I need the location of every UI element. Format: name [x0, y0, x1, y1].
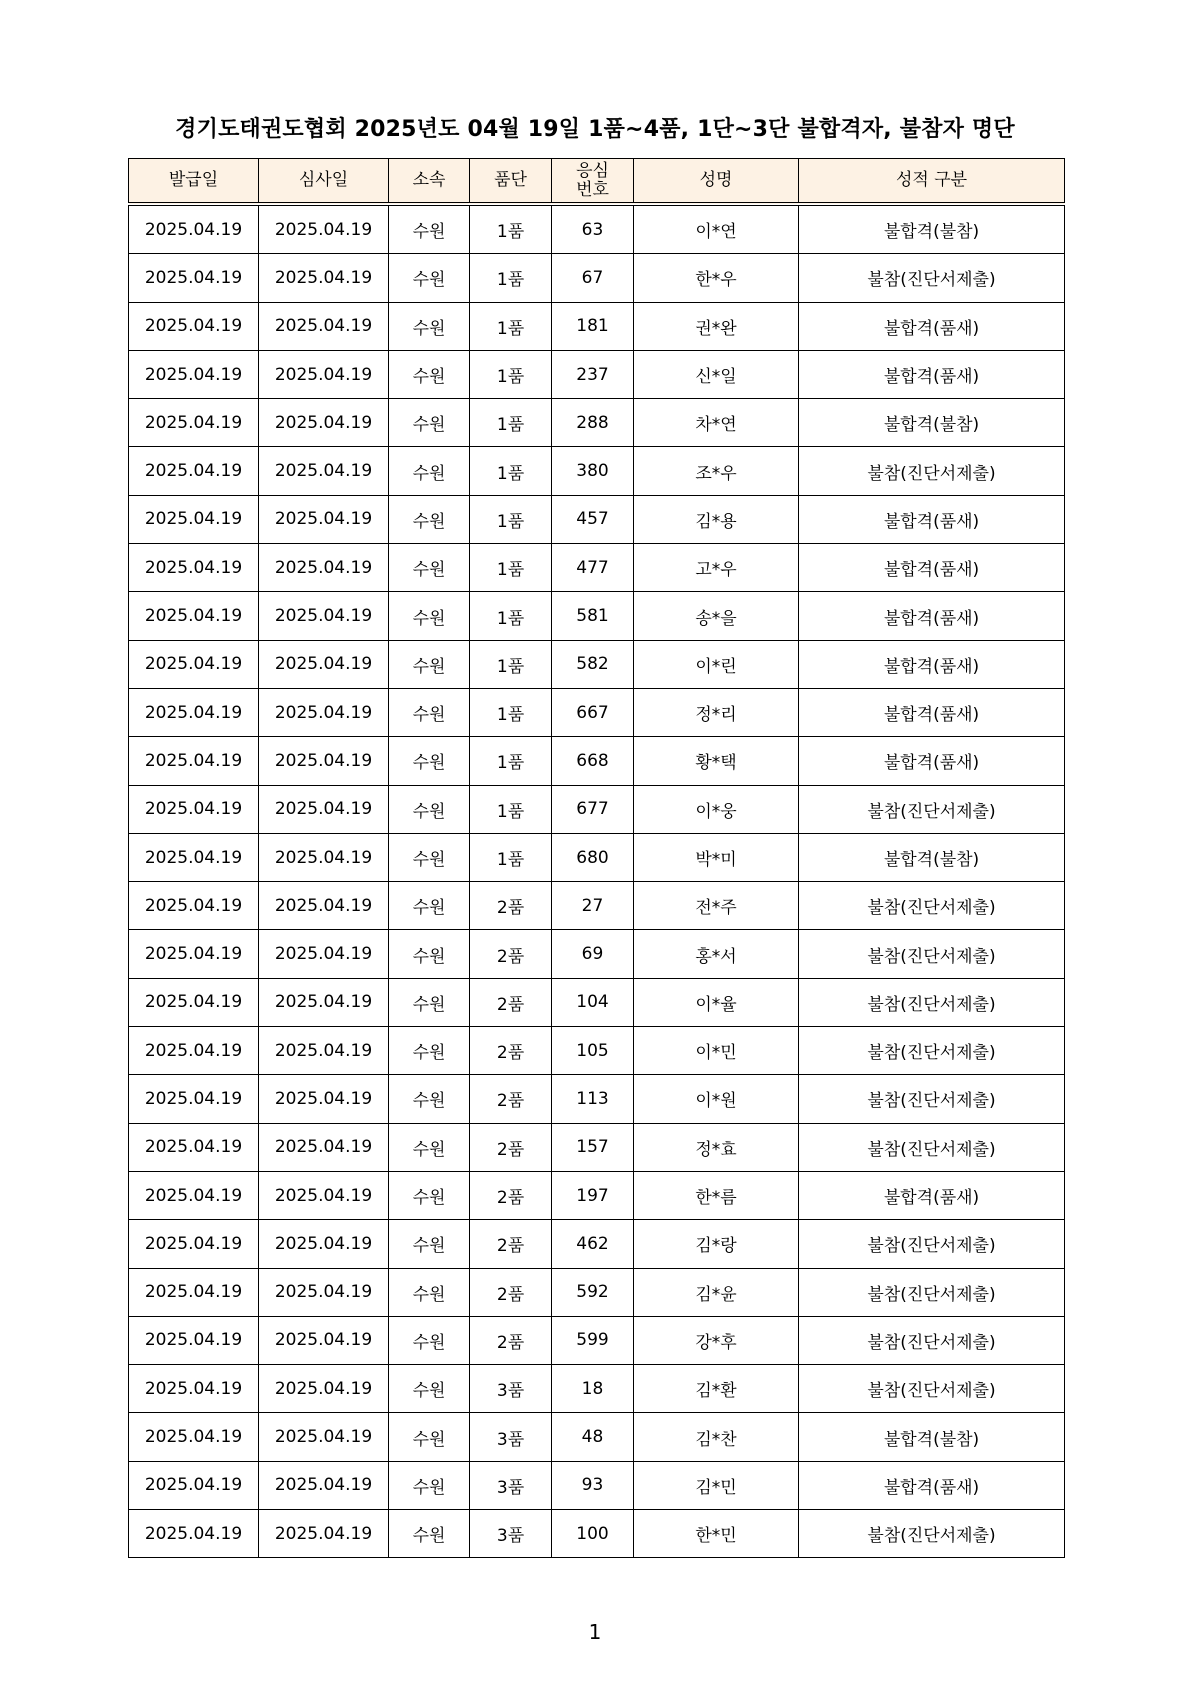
page-number: 1 — [588, 1620, 602, 1644]
header-name: 성명 — [634, 159, 799, 205]
result-cell: 불합격(품새) — [799, 1171, 1065, 1219]
exam-date-cell: 2025.04.19 — [259, 785, 389, 833]
exam-number-cell: 104 — [552, 978, 634, 1026]
result-cell: 불합격(품새) — [799, 1461, 1065, 1509]
exam-number-cell: 668 — [552, 737, 634, 785]
grade-cell: 1품 — [470, 785, 552, 833]
name-cell: 이*웅 — [634, 785, 799, 833]
exam-number-cell: 667 — [552, 688, 634, 736]
exam-number-cell: 477 — [552, 544, 634, 592]
grade-cell: 3품 — [470, 1461, 552, 1509]
branch-cell: 수원 — [389, 1123, 470, 1171]
exam-date-cell: 2025.04.19 — [259, 1027, 389, 1075]
exam-number-cell: 69 — [552, 930, 634, 978]
exam-date-cell: 2025.04.19 — [259, 447, 389, 495]
result-cell: 불참(진단서제출) — [799, 882, 1065, 930]
exam-number-cell: 18 — [552, 1365, 634, 1413]
exam-number-cell: 157 — [552, 1123, 634, 1171]
branch-cell: 수원 — [389, 1171, 470, 1219]
table-row — [129, 495, 1065, 543]
result-cell: 불참(진단서제출) — [799, 1316, 1065, 1364]
exam-date-cell: 2025.04.19 — [259, 737, 389, 785]
branch-cell: 수원 — [389, 1027, 470, 1075]
branch-cell: 수원 — [389, 882, 470, 930]
branch-cell: 수원 — [389, 688, 470, 736]
name-cell: 한*민 — [634, 1510, 799, 1558]
table-row — [129, 1171, 1065, 1219]
result-cell: 불참(진단서제출) — [799, 1220, 1065, 1268]
exam-date-cell: 2025.04.19 — [259, 640, 389, 688]
result-cell: 불합격(불참) — [799, 399, 1065, 447]
table-row — [129, 592, 1065, 640]
exam-number-cell: 113 — [552, 1075, 634, 1123]
exam-date-cell: 2025.04.19 — [259, 833, 389, 881]
table-row — [129, 737, 1065, 785]
grade-cell: 2품 — [470, 1027, 552, 1075]
branch-cell: 수원 — [389, 930, 470, 978]
result-cell: 불참(진단서제출) — [799, 1027, 1065, 1075]
exam-number-cell: 105 — [552, 1027, 634, 1075]
exam-date-cell: 2025.04.19 — [259, 1510, 389, 1558]
exam-number-cell: 599 — [552, 1316, 634, 1364]
branch-cell: 수원 — [389, 1461, 470, 1509]
result-cell: 불합격(품새) — [799, 544, 1065, 592]
name-cell: 이*율 — [634, 978, 799, 1026]
grade-cell: 3품 — [470, 1365, 552, 1413]
exam-date-cell: 2025.04.19 — [259, 495, 389, 543]
issue-date-cell: 2025.04.19 — [129, 1365, 259, 1413]
table-row — [129, 1123, 1065, 1171]
exam-number-cell: 462 — [552, 1220, 634, 1268]
grade-cell: 1품 — [470, 495, 552, 543]
name-cell: 조*우 — [634, 447, 799, 495]
name-cell: 김*랑 — [634, 1220, 799, 1268]
exam-number-cell: 93 — [552, 1461, 634, 1509]
grade-cell: 1품 — [470, 350, 552, 398]
name-cell: 황*택 — [634, 737, 799, 785]
result-cell: 불합격(품새) — [799, 688, 1065, 736]
exam-number-cell: 181 — [552, 302, 634, 350]
issue-date-cell: 2025.04.19 — [129, 1510, 259, 1558]
branch-cell: 수원 — [389, 978, 470, 1026]
exam-number-cell: 63 — [552, 204, 634, 254]
grade-cell: 1품 — [470, 204, 552, 254]
table-row — [129, 1220, 1065, 1268]
branch-cell: 수원 — [389, 302, 470, 350]
exam-date-cell: 2025.04.19 — [259, 350, 389, 398]
name-cell: 박*미 — [634, 833, 799, 881]
grade-cell: 1품 — [470, 254, 552, 302]
name-cell: 김*찬 — [634, 1413, 799, 1461]
table-row — [129, 785, 1065, 833]
table-row — [129, 882, 1065, 930]
document-title: 경기도태권도협회 2025년도 04월 19일 1품~4품, 1단~3단 불합격자, 불참자 명단 — [175, 117, 1015, 142]
results-table — [128, 158, 1065, 1558]
branch-cell: 수원 — [389, 254, 470, 302]
exam-date-cell: 2025.04.19 — [259, 688, 389, 736]
exam-number-cell: 237 — [552, 350, 634, 398]
table-row — [129, 544, 1065, 592]
table-row — [129, 254, 1065, 302]
issue-date-cell: 2025.04.19 — [129, 350, 259, 398]
grade-cell: 2품 — [470, 978, 552, 1026]
issue-date-cell: 2025.04.19 — [129, 1027, 259, 1075]
grade-cell: 1품 — [470, 833, 552, 881]
table-row — [129, 350, 1065, 398]
exam-number-cell: 100 — [552, 1510, 634, 1558]
name-cell: 고*우 — [634, 544, 799, 592]
issue-date-cell: 2025.04.19 — [129, 254, 259, 302]
issue-date-cell: 2025.04.19 — [129, 204, 259, 254]
name-cell: 홍*서 — [634, 930, 799, 978]
branch-cell: 수원 — [389, 1365, 470, 1413]
result-cell: 불참(진단서제출) — [799, 1510, 1065, 1558]
grade-cell: 1품 — [470, 688, 552, 736]
issue-date-cell: 2025.04.19 — [129, 640, 259, 688]
exam-number-cell: 581 — [552, 592, 634, 640]
result-cell: 불합격(품새) — [799, 350, 1065, 398]
exam-number-cell: 680 — [552, 833, 634, 881]
issue-date-cell: 2025.04.19 — [129, 978, 259, 1026]
table-row — [129, 1413, 1065, 1461]
table-row — [129, 399, 1065, 447]
grade-cell: 1품 — [470, 592, 552, 640]
issue-date-cell: 2025.04.19 — [129, 688, 259, 736]
exam-number-cell: 457 — [552, 495, 634, 543]
branch-cell: 수원 — [389, 785, 470, 833]
name-cell: 권*완 — [634, 302, 799, 350]
exam-date-cell: 2025.04.19 — [259, 1316, 389, 1364]
issue-date-cell: 2025.04.19 — [129, 737, 259, 785]
grade-cell: 2품 — [470, 882, 552, 930]
result-cell: 불합격(품새) — [799, 302, 1065, 350]
branch-cell: 수원 — [389, 1075, 470, 1123]
table-row — [129, 302, 1065, 350]
grade-cell: 2품 — [470, 1220, 552, 1268]
header-row — [129, 159, 1065, 205]
exam-date-cell: 2025.04.19 — [259, 1123, 389, 1171]
name-cell: 신*일 — [634, 350, 799, 398]
grade-cell: 1품 — [470, 447, 552, 495]
exam-date-cell: 2025.04.19 — [259, 254, 389, 302]
issue-date-cell: 2025.04.19 — [129, 833, 259, 881]
branch-cell: 수원 — [389, 1268, 470, 1316]
exam-date-cell: 2025.04.19 — [259, 1268, 389, 1316]
exam-number-cell: 288 — [552, 399, 634, 447]
exam-number-cell: 677 — [552, 785, 634, 833]
branch-cell: 수원 — [389, 640, 470, 688]
exam-date-cell: 2025.04.19 — [259, 930, 389, 978]
name-cell: 정*리 — [634, 688, 799, 736]
header-branch: 소속 — [389, 159, 470, 205]
exam-date-cell: 2025.04.19 — [259, 1075, 389, 1123]
result-cell: 불합격(불참) — [799, 204, 1065, 254]
table-row — [129, 1461, 1065, 1509]
grade-cell: 3품 — [470, 1413, 552, 1461]
grade-cell: 1품 — [470, 640, 552, 688]
grade-cell: 2품 — [470, 1171, 552, 1219]
result-cell: 불참(진단서제출) — [799, 254, 1065, 302]
issue-date-cell: 2025.04.19 — [129, 1220, 259, 1268]
issue-date-cell: 2025.04.19 — [129, 447, 259, 495]
result-cell: 불합격(불참) — [799, 833, 1065, 881]
exam-date-cell: 2025.04.19 — [259, 592, 389, 640]
result-cell: 불참(진단서제출) — [799, 1123, 1065, 1171]
table-row — [129, 978, 1065, 1026]
grade-cell: 2품 — [470, 1316, 552, 1364]
result-cell: 불참(진단서제출) — [799, 1365, 1065, 1413]
header-issue-date: 발급일 — [129, 159, 259, 205]
branch-cell: 수원 — [389, 1510, 470, 1558]
grade-cell: 1품 — [470, 399, 552, 447]
name-cell: 한*름 — [634, 1171, 799, 1219]
name-cell: 김*용 — [634, 495, 799, 543]
name-cell: 전*주 — [634, 882, 799, 930]
issue-date-cell: 2025.04.19 — [129, 1413, 259, 1461]
issue-date-cell: 2025.04.19 — [129, 302, 259, 350]
name-cell: 이*린 — [634, 640, 799, 688]
issue-date-cell: 2025.04.19 — [129, 1075, 259, 1123]
branch-cell: 수원 — [389, 1413, 470, 1461]
grade-cell: 1품 — [470, 544, 552, 592]
issue-date-cell: 2025.04.19 — [129, 592, 259, 640]
issue-date-cell: 2025.04.19 — [129, 1268, 259, 1316]
grade-cell: 1품 — [470, 737, 552, 785]
table-row — [129, 1316, 1065, 1364]
branch-cell: 수원 — [389, 399, 470, 447]
name-cell: 한*우 — [634, 254, 799, 302]
name-cell: 김*환 — [634, 1365, 799, 1413]
table-body — [129, 204, 1065, 1558]
branch-cell: 수원 — [389, 447, 470, 495]
issue-date-cell: 2025.04.19 — [129, 544, 259, 592]
name-cell: 강*후 — [634, 1316, 799, 1364]
issue-date-cell: 2025.04.19 — [129, 1123, 259, 1171]
exam-date-cell: 2025.04.19 — [259, 882, 389, 930]
branch-cell: 수원 — [389, 495, 470, 543]
header-grade: 품단 — [470, 159, 552, 205]
name-cell: 이*민 — [634, 1027, 799, 1075]
exam-date-cell: 2025.04.19 — [259, 1220, 389, 1268]
table-header — [129, 159, 1065, 205]
table-row — [129, 1027, 1065, 1075]
issue-date-cell: 2025.04.19 — [129, 1171, 259, 1219]
exam-number-cell: 380 — [552, 447, 634, 495]
table-row — [129, 833, 1065, 881]
result-cell: 불합격(품새) — [799, 495, 1065, 543]
branch-cell: 수원 — [389, 204, 470, 254]
issue-date-cell: 2025.04.19 — [129, 1461, 259, 1509]
grade-cell: 2품 — [470, 1268, 552, 1316]
grade-cell: 2품 — [470, 1075, 552, 1123]
name-cell: 이*연 — [634, 204, 799, 254]
result-cell: 불합격(품새) — [799, 737, 1065, 785]
exam-number-cell: 27 — [552, 882, 634, 930]
exam-number-cell: 48 — [552, 1413, 634, 1461]
exam-date-cell: 2025.04.19 — [259, 1413, 389, 1461]
branch-cell: 수원 — [389, 350, 470, 398]
result-cell: 불참(진단서제출) — [799, 930, 1065, 978]
name-cell: 김*민 — [634, 1461, 799, 1509]
exam-date-cell: 2025.04.19 — [259, 1461, 389, 1509]
issue-date-cell: 2025.04.19 — [129, 785, 259, 833]
name-cell: 송*을 — [634, 592, 799, 640]
branch-cell: 수원 — [389, 592, 470, 640]
exam-number-cell: 582 — [552, 640, 634, 688]
exam-date-cell: 2025.04.19 — [259, 399, 389, 447]
issue-date-cell: 2025.04.19 — [129, 399, 259, 447]
branch-cell: 수원 — [389, 1316, 470, 1364]
grade-cell: 2품 — [470, 1123, 552, 1171]
exam-date-cell: 2025.04.19 — [259, 204, 389, 254]
issue-date-cell: 2025.04.19 — [129, 495, 259, 543]
table-row — [129, 1075, 1065, 1123]
header-exam-date: 심사일 — [259, 159, 389, 205]
grade-cell: 3품 — [470, 1510, 552, 1558]
table-row — [129, 688, 1065, 736]
grade-cell: 1품 — [470, 302, 552, 350]
issue-date-cell: 2025.04.19 — [129, 1316, 259, 1364]
table-row — [129, 930, 1065, 978]
exam-number-cell: 197 — [552, 1171, 634, 1219]
branch-cell: 수원 — [389, 833, 470, 881]
branch-cell: 수원 — [389, 737, 470, 785]
header-exam-number: 응심 번호 — [552, 159, 634, 205]
table-row — [129, 1365, 1065, 1413]
grade-cell: 2품 — [470, 930, 552, 978]
header-result: 성적 구분 — [799, 159, 1065, 205]
result-cell: 불참(진단서제출) — [799, 1075, 1065, 1123]
branch-cell: 수원 — [389, 1220, 470, 1268]
issue-date-cell: 2025.04.19 — [129, 882, 259, 930]
name-cell: 정*효 — [634, 1123, 799, 1171]
result-cell: 불참(진단서제출) — [799, 785, 1065, 833]
exam-date-cell: 2025.04.19 — [259, 1365, 389, 1413]
exam-date-cell: 2025.04.19 — [259, 978, 389, 1026]
exam-date-cell: 2025.04.19 — [259, 544, 389, 592]
table-row — [129, 1268, 1065, 1316]
name-cell: 차*연 — [634, 399, 799, 447]
result-cell: 불합격(불참) — [799, 1413, 1065, 1461]
branch-cell: 수원 — [389, 544, 470, 592]
result-cell: 불참(진단서제출) — [799, 1268, 1065, 1316]
name-cell: 김*윤 — [634, 1268, 799, 1316]
name-cell: 이*원 — [634, 1075, 799, 1123]
result-cell: 불합격(품새) — [799, 592, 1065, 640]
exam-number-cell: 67 — [552, 254, 634, 302]
result-cell: 불참(진단서제출) — [799, 447, 1065, 495]
table-row — [129, 640, 1065, 688]
table-row — [129, 447, 1065, 495]
result-cell: 불참(진단서제출) — [799, 978, 1065, 1026]
exam-number-cell: 592 — [552, 1268, 634, 1316]
result-cell: 불합격(품새) — [799, 640, 1065, 688]
table-row — [129, 204, 1065, 254]
issue-date-cell: 2025.04.19 — [129, 930, 259, 978]
exam-date-cell: 2025.04.19 — [259, 302, 389, 350]
table-row — [129, 1510, 1065, 1558]
exam-date-cell: 2025.04.19 — [259, 1171, 389, 1219]
